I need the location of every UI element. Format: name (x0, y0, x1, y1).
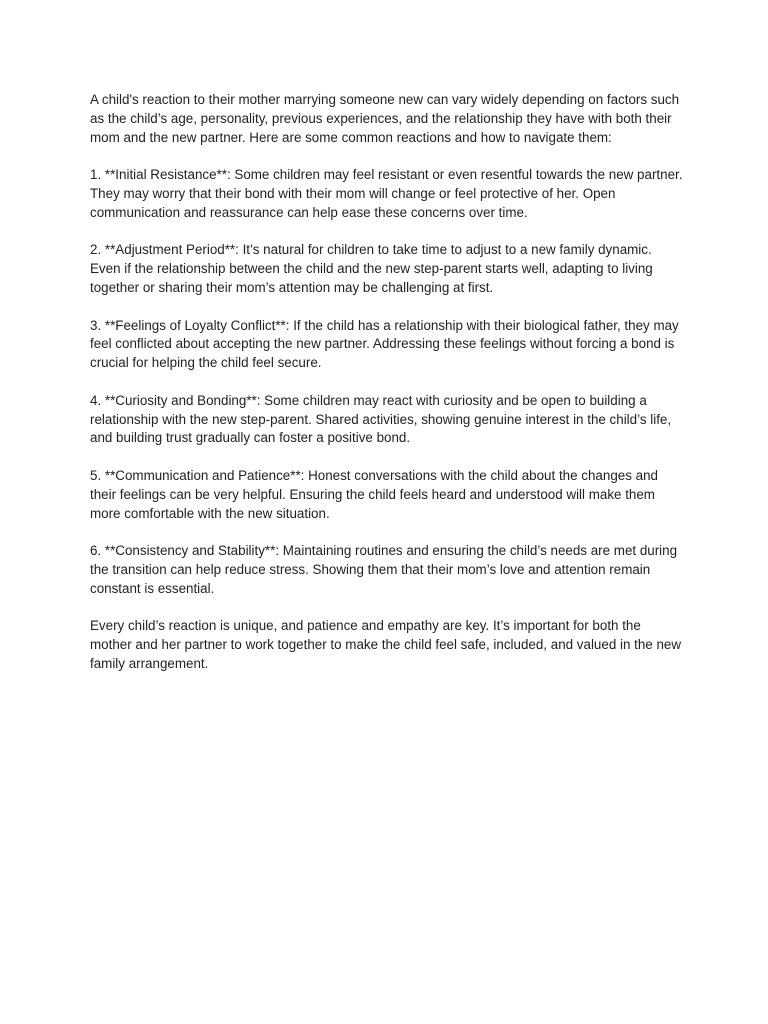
list-item-adjustment-period: 2. **Adjustment Period**: It’s natural for children to take time to adjust to a new family dynamic. Even if the relationship between the child and the new step-parent starts well, adapting to living together or sharing their mom’s attention may be challenging at first. (90, 242, 653, 295)
document-page (90, 91, 685, 693)
list-item-consistency-stability: 6. **Consistency and Stability**: Maintaining routines and ensuring the child’s needs are met during the transition can help reduce stress. Showing them that their mom’s love and attention remain constant is essential. (90, 543, 678, 596)
list-item-communication-patience: 5. **Communication and Patience**: Honest conversations with the child about the changes and their feelings can be very helpful. Ensuring the child feels heard and understood will make them more comfortable with the new situation. (90, 467, 658, 521)
intro-paragraph: A child's reaction to their mother marrying someone new can vary widely depending on factors such as the child’s age, personality, previous experiences, and the relationship they have with both their mom and the new partner. Here are some common reactions and how to navigate them: (90, 92, 680, 145)
conclusion-paragraph: Every child’s reaction is unique, and patience and empathy are key. It’s important for both the mother and her partner to work together to make the child feel safe, included, and valued in the new family arrangement. (90, 618, 682, 671)
list-item-initial-resistance: 1. **Initial Resistance**: Some children may feel resistant or even resentful towards the new partner. They may worry that their bond with their mom will change or feel protective of her. Open communication and reassurance can help ease these concerns over time. (90, 167, 683, 220)
list-item-loyalty-conflict: 3. **Feelings of Loyalty Conflict**: If the child has a relationship with their biological father, they may feel conflicted about accepting the new partner. Addressing these feelings without forcing a bond is crucial for helping the child feel secure. (90, 317, 679, 371)
list-item-curiosity-bonding: 4. **Curiosity and Bonding**: Some children may react with curiosity and be open to building a relationship with the new step-parent. Shared activities, showing genuine interest in the child’s life, and building trust gradually can foster a positive bond. (90, 392, 672, 446)
